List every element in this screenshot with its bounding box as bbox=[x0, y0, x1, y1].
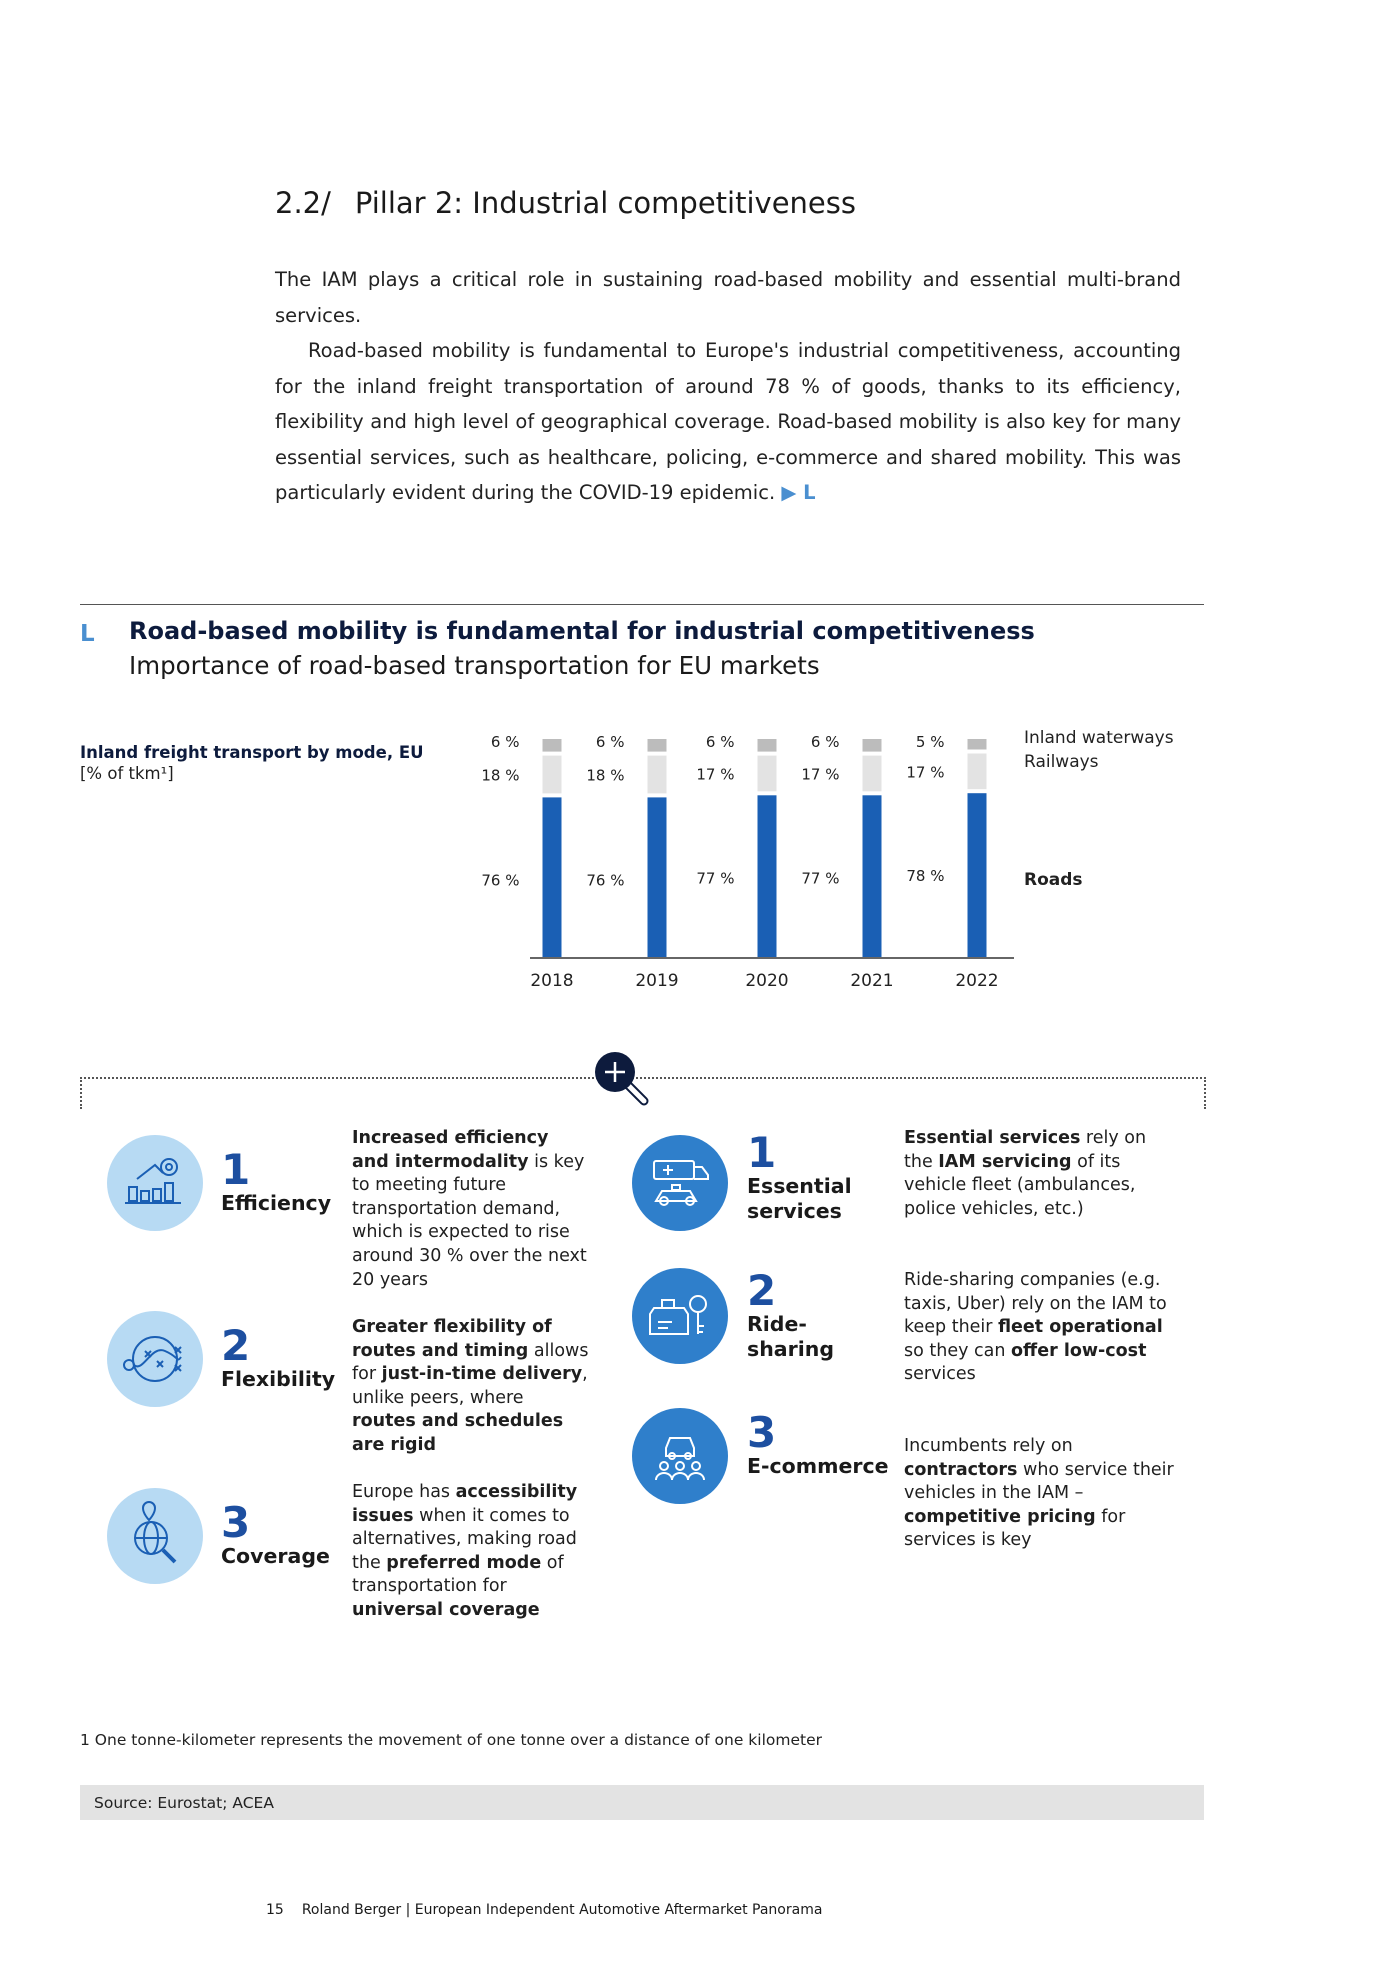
ambulance-police-car-icon bbox=[632, 1135, 728, 1231]
intro-paragraph-1: The IAM plays a critical role in sustaining road-based mobility and essential multi-brand services. bbox=[275, 268, 1181, 327]
globe-location-icon bbox=[107, 1488, 203, 1584]
section-heading bbox=[275, 186, 856, 220]
taxi-key-icon bbox=[632, 1268, 728, 1364]
pillar-e-commerce-heading bbox=[747, 1408, 889, 1479]
zoom-in-icon[interactable] bbox=[592, 1049, 664, 1125]
pillar-e-commerce-description: Incumbents rely on contractors who service their vehicles in the IAM – competitive pricing for services is key bbox=[904, 1436, 1174, 1551]
data-label-inland-waterways-2022: 5 % bbox=[915, 733, 945, 751]
intro-text bbox=[275, 262, 1181, 511]
van-people-icon bbox=[632, 1408, 728, 1504]
chart-label-title: Inland freight transport by mode, EU bbox=[80, 743, 424, 762]
bar-inland-waterways-2019 bbox=[648, 739, 667, 752]
pillar-efficiency-heading bbox=[221, 1145, 332, 1216]
data-label-inland-waterways-2021: 6 % bbox=[810, 733, 840, 751]
bar-roads-2021 bbox=[863, 795, 882, 957]
bar-inland-waterways-2018 bbox=[543, 739, 562, 752]
pillar-essential-services-number: 1 bbox=[747, 1128, 777, 1177]
legend-inland-waterways: Inland waterways bbox=[1024, 728, 1174, 748]
pillar-coverage-name: Coverage bbox=[221, 1544, 330, 1568]
route-map-icon bbox=[107, 1311, 203, 1407]
tick-label-2019: 2019 bbox=[635, 971, 679, 991]
data-label-inland-waterways-2020: 6 % bbox=[705, 733, 735, 751]
page-number: 15 bbox=[266, 1902, 284, 1918]
pillar-ride-sharing-name-line2: sharing bbox=[747, 1337, 835, 1361]
tick-label-2020: 2020 bbox=[745, 971, 789, 991]
pillar-e-commerce-name: E-commerce bbox=[747, 1454, 889, 1478]
pillar-e-commerce-number: 3 bbox=[747, 1408, 777, 1457]
pillar-ride-sharing-heading bbox=[747, 1266, 835, 1362]
pillar-essential-services-description: Essential services rely on the IAM servicing of its vehicle fleet (ambulances, police vehicles, etc.) bbox=[904, 1128, 1147, 1219]
bar-railways-2022 bbox=[968, 754, 987, 790]
bar-railways-2021 bbox=[863, 756, 882, 792]
pillar-flexibility-heading bbox=[221, 1321, 336, 1392]
intro-paragraph-2: Road-based mobility is fundamental to Europe's industrial competitiveness, accounting for the inland freight transportation of around 78 % of goods, thanks to its efficiency, flexibility and high level of geographical coverage. Road-based mobility is also key for many essential services, such as healthcare, policing, e-commerce and shared mobility. This was particularly evident during the COVID-19 epidemic. ▶ L bbox=[275, 339, 1181, 504]
tick-label-2022: 2022 bbox=[955, 971, 999, 991]
source-bar bbox=[80, 1785, 1204, 1820]
data-label-roads-2020: 77 % bbox=[696, 869, 735, 888]
data-label-inland-waterways-2018: 6 % bbox=[490, 733, 520, 751]
page-footer bbox=[266, 1902, 822, 1918]
data-label-railways-2020: 17 % bbox=[696, 765, 735, 784]
bar-railways-2018 bbox=[543, 756, 562, 794]
bar-inland-waterways-2022 bbox=[968, 739, 987, 750]
figure-reference-link[interactable]: ▶ L bbox=[781, 481, 816, 504]
figure-divider bbox=[80, 604, 1204, 605]
bar-roads-2022 bbox=[968, 793, 987, 957]
stacked-bar-chart bbox=[480, 725, 1200, 995]
legend-railways: Railways bbox=[1024, 752, 1099, 772]
chart-label-unit: [% of tkm¹] bbox=[80, 764, 174, 783]
pillar-flexibility-number: 2 bbox=[221, 1321, 251, 1370]
pillar-ride-sharing-description: Ride-sharing companies (e.g. taxis, Uber) rely on the IAM to keep their fleet operational so they can offer low-cost services bbox=[904, 1270, 1167, 1385]
pillar-essential-services-name-line2: services bbox=[747, 1199, 842, 1223]
bar-roads-2020 bbox=[758, 795, 777, 957]
pillar-flexibility-description: Greater flexibility of routes and timing allows for just-in-time delivery, unlike peers, where routes and schedules are rigid bbox=[352, 1317, 589, 1455]
pillar-efficiency-description: Increased efficiency and intermodality is key to meeting future transportation demand, which is expected to rise around 30 % over the next 20 years bbox=[352, 1128, 587, 1290]
figure-subtitle: Importance of road-based transportation for EU markets bbox=[129, 651, 820, 680]
footer-text: Roland Berger | European Independent Automotive Aftermarket Panorama bbox=[301, 1902, 823, 1918]
data-label-railways-2019: 18 % bbox=[586, 766, 625, 785]
pillar-ride-sharing-name-line1: Ride- bbox=[747, 1312, 807, 1336]
bar-railways-2020 bbox=[758, 756, 777, 792]
efficiency-chart-gear-icon bbox=[107, 1135, 203, 1231]
bar-roads-2018 bbox=[543, 797, 562, 957]
data-label-railways-2021: 17 % bbox=[801, 765, 840, 784]
figure-title: Road-based mobility is fundamental for industrial competitiveness bbox=[129, 617, 1035, 645]
pillar-coverage-heading bbox=[221, 1498, 330, 1569]
pillar-flexibility-name: Flexibility bbox=[221, 1367, 336, 1391]
bar-roads-2019 bbox=[648, 797, 667, 957]
pillar-coverage-description: Europe has accessibility issues when it comes to alternatives, making road the preferred mode of transportation for universal coverage bbox=[352, 1482, 578, 1620]
section-title: Pillar 2: Industrial competitiveness bbox=[354, 186, 856, 220]
bar-inland-waterways-2021 bbox=[863, 739, 882, 752]
data-label-roads-2019: 76 % bbox=[586, 871, 625, 890]
chart-label bbox=[80, 742, 424, 784]
pillar-ride-sharing-number: 2 bbox=[747, 1266, 777, 1315]
footnote: 1 One tonne-kilometer represents the movement of one tonne over a distance of one kilometer bbox=[80, 1731, 823, 1749]
data-label-railways-2018: 18 % bbox=[481, 766, 520, 785]
pillar-efficiency-name: Efficiency bbox=[221, 1191, 332, 1215]
tick-label-2021: 2021 bbox=[850, 971, 894, 991]
pillar-essential-services-name-line1: Essential bbox=[747, 1174, 852, 1198]
data-label-railways-2022: 17 % bbox=[906, 763, 945, 782]
data-label-inland-waterways-2019: 6 % bbox=[595, 733, 625, 751]
legend-roads: Roads bbox=[1024, 870, 1083, 890]
pillar-coverage-number: 3 bbox=[221, 1498, 251, 1547]
figure-tag: L bbox=[80, 621, 95, 647]
data-label-roads-2021: 77 % bbox=[801, 869, 840, 888]
tick-label-2018: 2018 bbox=[530, 971, 574, 991]
pillar-efficiency-number: 1 bbox=[221, 1145, 251, 1194]
bar-inland-waterways-2020 bbox=[758, 739, 777, 752]
data-label-roads-2018: 76 % bbox=[481, 871, 520, 890]
source-text: Source: Eurostat; ACEA bbox=[94, 1794, 274, 1812]
pillar-essential-services-heading bbox=[747, 1128, 852, 1224]
data-label-roads-2022: 78 % bbox=[906, 867, 945, 886]
bar-railways-2019 bbox=[648, 756, 667, 794]
section-number: 2.2/ bbox=[275, 186, 331, 220]
